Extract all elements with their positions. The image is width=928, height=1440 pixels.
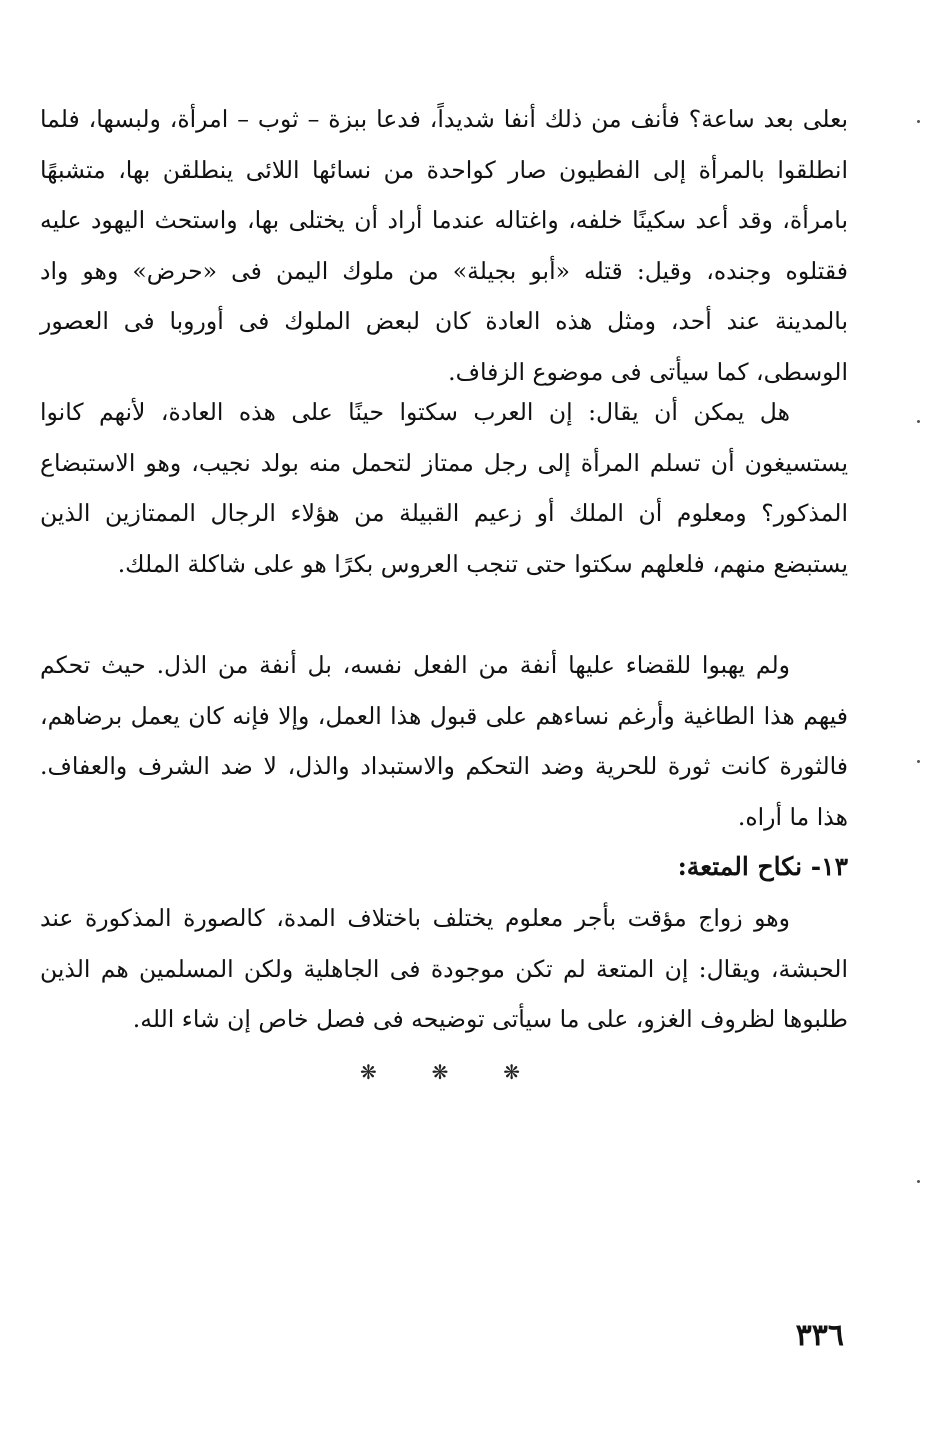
- paragraph-3: ولم يهبوا للقضاء عليها أنفة من الفعل نفسه، بل أنفة من الذل. حيث تحكم فيهم هذا الطاغية وأرغم نساءهم على قبول هذا العمل، وإلا فإنه كان يعمل برضاهم، فالثورة كانت ثورة للحرية وضد التحكم والاستبداد والذل، لا ضد الشرف والعفاف. هذا ما أراه.: [40, 651, 848, 831]
- paragraph-2: هل يمكن أن يقال: إن العرب سكتوا حينًا على هذه العادة، لأنهم كانوا يستسيغون أن تسلم المرأة إلى رجل ممتاز لتحمل منه بولد نجيب، وهو الاستبضاع المذكور؟ ومعلوم أن الملك أو زعيم القبيلة من هؤلاء الرجال الممتازين الذين يستبضع منهم، فلعلهم سكتوا حتى تنجب العروس بكرًا هو على شاكلة الملك.: [40, 398, 848, 578]
- page-number: ٣٣٦: [795, 1318, 844, 1353]
- section-divider: [360, 1060, 520, 1084]
- asterism-star-icon: ❋: [431, 1060, 449, 1084]
- section-heading: ١٣- نكاح المتعة:: [677, 852, 848, 881]
- paragraph-1: بعلى بعد ساعة؟ فأنف من ذلك أنفا شديداً، فدعا ببزة – ثوب – امرأة، ولبسها، فلما انطلقوا بالمرأة إلى الفطيون صار كواحدة من نسائها اللائى ينطلقن بها، متشبهًا بامرأة، وقد أعد سكينًا خلفه، واغتاله عندما أراد أن يختلى بها، واستحث اليهود عليه فقتلوه وجنده، وقيل: قتله «أبو بجيلة» من ملوك اليمن فى «حرض» وهو واد بالمدينة عند أحد، ومثل هذه العادة كان لبعض الملوك فى أوروبا فى العصور الوسطى، كما سيأتى فى موضوع الزفاف.: [40, 105, 848, 386]
- scan-edge-mark: [917, 420, 920, 423]
- asterism-star-icon: ❋: [503, 1060, 520, 1084]
- asterism-star-icon: ❋: [360, 1060, 377, 1084]
- paragraph-4: وهو زواج مؤقت بأجر معلوم يختلف باختلاف المدة، كالصورة المذكورة عند الحبشة، ويقال: إن المتعة لم تكن موجودة فى الجاهلية ولكن المسلمين هم الذين طلبوها لظروف الغزو، على ما سيأتى توضيحه فى فصل خاص إن شاء الله.: [40, 904, 848, 1033]
- scan-edge-mark: [917, 120, 920, 123]
- scan-edge-mark: [917, 760, 920, 763]
- scan-edge-mark: [917, 1180, 920, 1183]
